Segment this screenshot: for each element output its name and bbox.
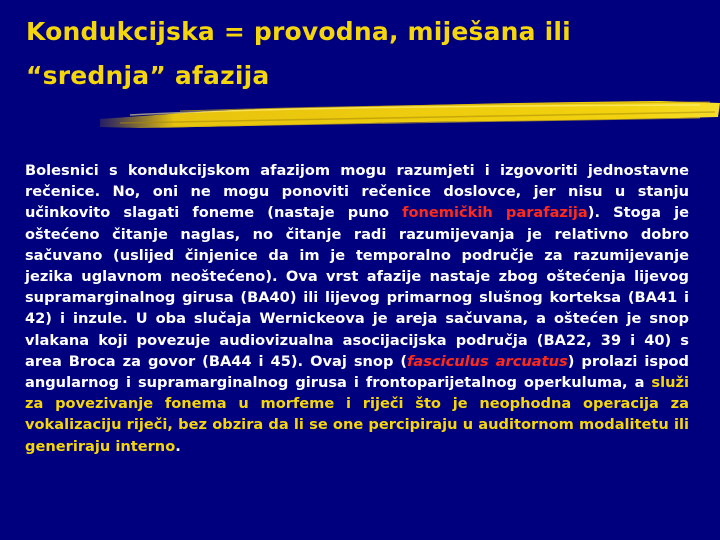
slide-body-paragraph xyxy=(25,160,689,457)
paragraph-segment-2: ). Stoga je oštećeno čitanje naglas, no čitanje radi razumijevanja je relativno dobro sačuvano (uslijed činjenice da im je temporalno područje za razumijevanje jezika uglavnom neoštećeno). Ova vrst afazije nastaje zbog oštećenja lijevog supramarginalnog girusa (BA40) ili lijevog primarnog slušnog korteksa (BA41 i 42) i inzule. U oba slučaja Wernickeova je areja sačuvana, a oštećen je snop vlakana koji povezuje audiovizualna asocijacijska područja (BA22, 39 i 40) s area Broca za govor (BA44 i 45). Ovaj snop ( xyxy=(25,204,689,370)
highlighted-phrase: služi za povezivanje fonema u morfeme i riječi što je neophodna operacija za vokalizaciju riječi, bez obzira da li se one percipiraju u auditornom modalitetu ili generiraju interno xyxy=(25,374,689,455)
term-fasciculus-arcuatus: fasciculus arcuatus xyxy=(407,352,568,370)
term-fonemickih-parafazija: fonemičkih parafazija xyxy=(402,204,588,222)
paragraph-segment-1: Bolesnici s kondukcijskom afazijom mogu razumjeti i izgovoriti jednostavne rečenice. No, oni ne mogu ponoviti rečenice doslovce, jer nisu u stanju učinkovito slagati foneme (nastaje puno xyxy=(25,162,689,222)
brush-stroke-underline xyxy=(100,97,720,133)
slide-title-line-1: Kondukcijska = provodna, miješana ili xyxy=(26,17,571,46)
paragraph-end-period: . xyxy=(175,437,181,455)
slide-title xyxy=(26,10,706,98)
paragraph-segment-3: ) prolazi ispod angularnog i supramarginalnog girusa i frontoparijetalnog operkuluma, a xyxy=(25,352,689,392)
slide-title-line-2: “srednja” afazija xyxy=(26,61,270,90)
